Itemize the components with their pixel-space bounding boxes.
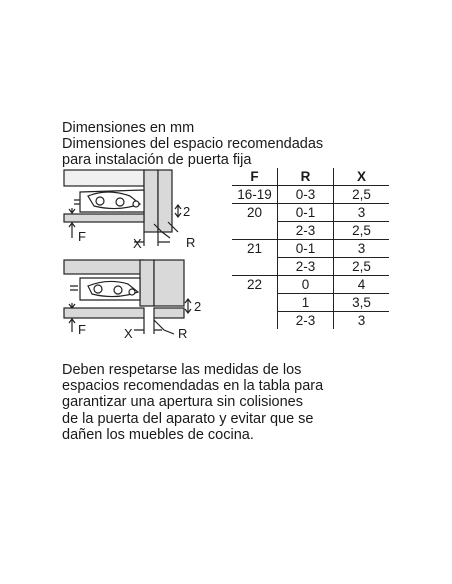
cell-f: 16-19 [232,186,278,204]
cell-r: 1 [278,294,334,312]
paragraph-line: Deben respetarse las medidas de los [62,362,302,378]
cell-r: 0-1 [278,204,334,222]
cell-f: 20 [246,205,263,221]
paragraph-line: dañen los muebles de cocina. [62,426,254,443]
cell-f [232,294,278,312]
instruction-paragraph [62,362,392,443]
label-r-bottom: R [178,326,188,341]
dimensions-table [232,168,389,329]
table-row [232,240,389,258]
label-x-bottom: X [124,326,133,341]
paragraph-line: espacios recomendadas en la tabla para [62,378,324,395]
label-r-top: R [186,235,196,250]
header-r: R [278,168,334,186]
header-x: X [334,168,390,186]
cell-f [232,222,278,240]
table-row [232,258,389,276]
cell-x: 2,5 [334,258,390,276]
heading-dimensions-unit: Dimensiones en mm [62,120,195,136]
table-row [232,276,389,294]
cell-f [232,312,278,330]
table-row [232,186,389,204]
cell-r: 0-3 [278,186,334,204]
hinge-diagram-bottom [58,256,218,348]
cell-f: 22 [246,277,263,293]
cell-x: 3 [334,240,390,258]
cell-x: 3,5 [334,294,390,312]
cell-f: 21 [246,241,263,257]
cell-r: 0-1 [278,240,334,258]
cell-f [232,258,278,276]
heading-fixed-door: para instalación de puerta fija [62,152,252,168]
cell-x: 2,5 [334,222,390,240]
cell-x: 3 [334,204,390,222]
table-row [232,222,389,240]
label-x-top: X [133,236,142,251]
label-f-top: F [78,229,86,244]
label-2-top: 2 [183,204,191,219]
header-f: F [232,168,278,186]
table-header-row [232,168,389,186]
table-row [232,294,389,312]
hinge-diagram-top [58,166,218,256]
cell-x: 2,5 [334,186,390,204]
cell-x: 3 [334,312,390,330]
paragraph-line: garantizar una apertura sin colisiones [62,394,303,411]
cell-r: 2-3 [278,258,334,276]
label-f-bottom: F [78,322,86,337]
paragraph-line: de la puerta del aparato y evitar que se [62,410,314,427]
cell-r: 2-3 [278,312,334,330]
table-row [232,204,389,222]
cell-r: 2-3 [278,222,334,240]
heading-recommended-space: Dimensiones del espacio recomendadas [62,136,324,152]
label-2-bottom: 2 [194,299,202,314]
table-row [232,312,389,330]
cell-x: 4 [334,276,390,294]
cell-r: 0 [278,276,334,294]
